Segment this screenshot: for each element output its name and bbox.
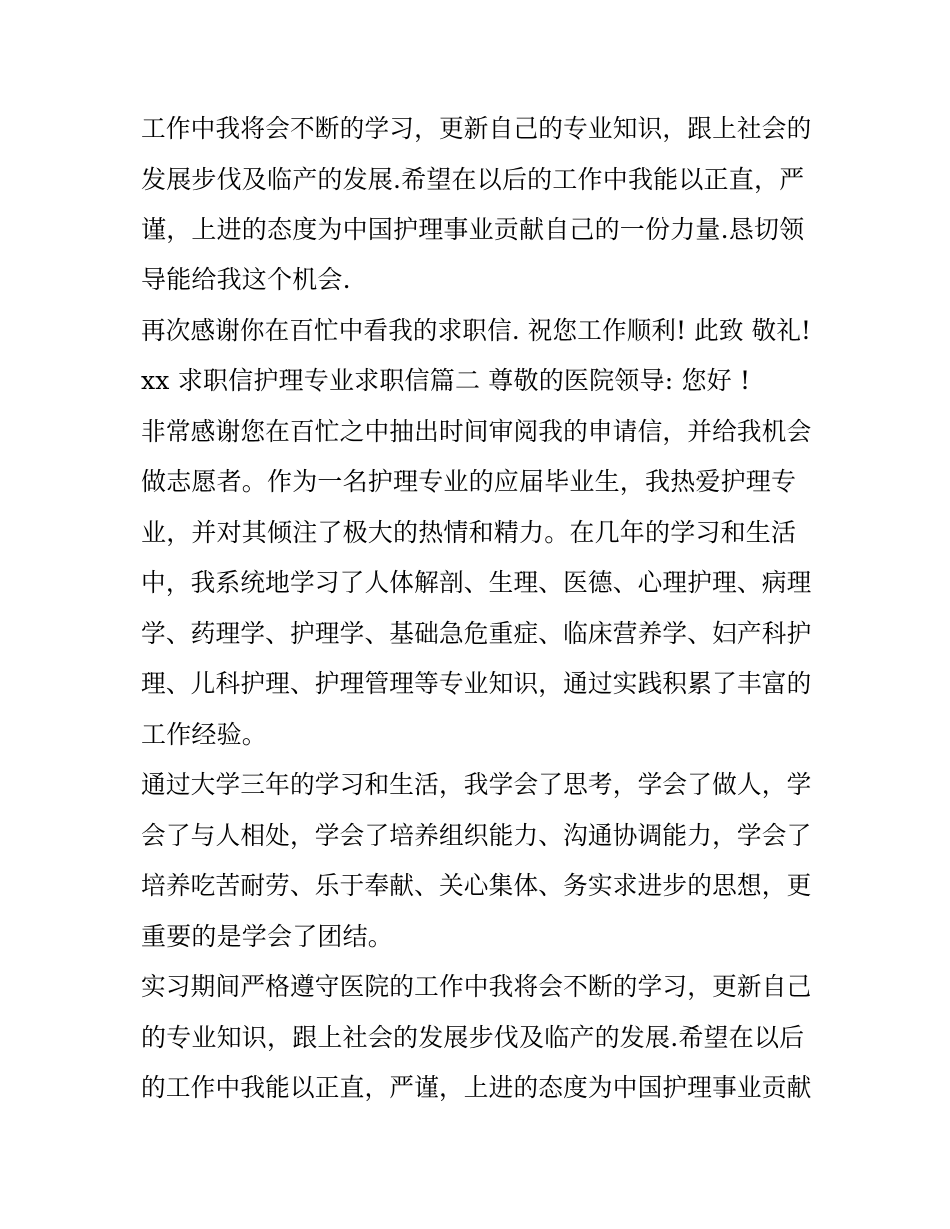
text-line: 再次感谢你在百忙中看我的求职信. 祝您工作顺利! 此致 敬礼!	[141, 316, 812, 345]
text-line: 会了与人相处，学会了培养组织能力、沟通协调能力，学会了	[141, 821, 812, 850]
text-line: 工作中我将会不断的学习，更新自己的专业知识，跟上社会的	[141, 114, 812, 143]
text-line: 业，并对其倾注了极大的热情和精力。在几年的学习和生活	[141, 518, 797, 547]
text-line: 导能给我这个机会.	[141, 265, 351, 294]
text-line: 发展步伐及临产的发展.希望在以后的工作中我能以正直，严	[141, 165, 805, 194]
text-line: 的工作中我能以正直，严谨，上进的态度为中国护理事业贡献	[141, 1073, 812, 1102]
text-line: 学、药理学、护理学、基础急危重症、临床营养学、妇产科护	[141, 619, 812, 648]
text-line: 谨，上进的态度为中国护理事业贡献自己的一份力量.恳切领	[141, 215, 805, 244]
text-line: 培养吃苦耐劳、乐于奉献、关心集体、务实求进步的思想，更	[141, 871, 812, 900]
text-line: 通过大学三年的学习和生活，我学会了思考，学会了做人，学	[141, 770, 812, 799]
text-line: 实习期间严格遵守医院的工作中我将会不断的学习，更新自己	[141, 972, 812, 1001]
text-line: xx 求职信护理专业求职信篇二 尊敬的医院领导: 您好 !	[141, 366, 751, 395]
text-line: 重要的是学会了团结。	[141, 922, 394, 951]
text-line: 做志愿者。作为一名护理专业的应届毕业生，我热爱护理专	[141, 467, 797, 496]
text-line: 中，我系统地学习了人体解剖、生理、医德、心理护理、病理	[141, 568, 812, 597]
text-line: 理、儿科护理、护理管理等专业知识，通过实践积累了丰富的	[141, 669, 812, 698]
text-line: 的专业知识，跟上社会的发展步伐及临产的发展.希望在以后	[141, 1023, 805, 1052]
text-line: 工作经验。	[141, 720, 268, 749]
text-line: 非常感谢您在百忙之中抽出时间审阅我的申请信，并给我机会	[141, 417, 812, 446]
